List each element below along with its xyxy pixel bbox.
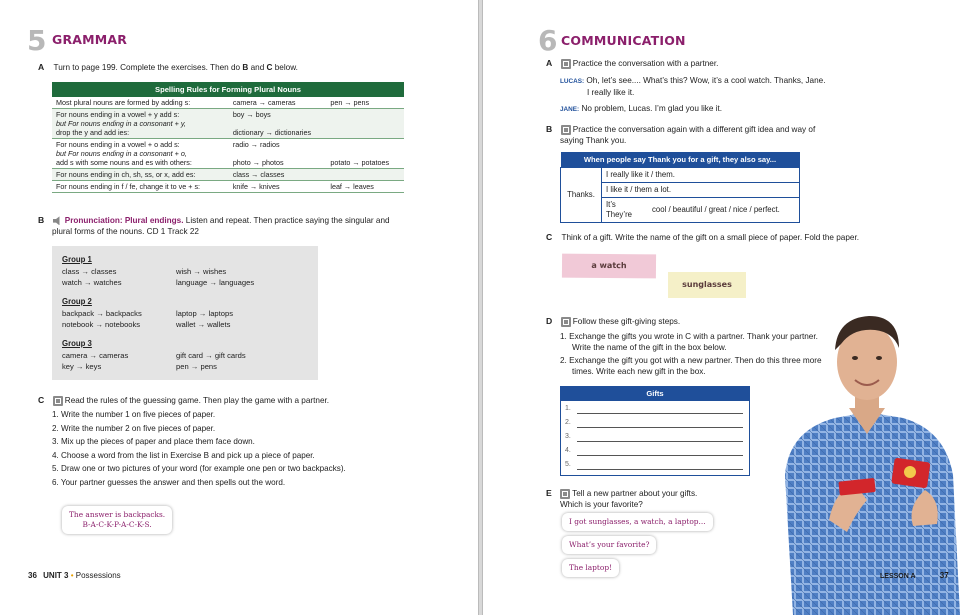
list-item: 6. Your partner guesses the answer and then spells out the word. — [52, 477, 286, 487]
gift-number: 2. — [565, 419, 571, 426]
example-cell: camera → cameras — [229, 97, 327, 109]
exercise-letter: A — [38, 62, 45, 72]
footer-bullet: • — [70, 571, 74, 580]
group-item: laptop → laptops — [176, 309, 233, 318]
page-footer — [28, 571, 121, 580]
speech-bubble — [62, 506, 172, 534]
pair-work-icon — [560, 489, 570, 499]
rule-line: add s with some nouns and es with others: — [56, 158, 192, 167]
exercise-e — [546, 488, 796, 510]
section-number: 6 — [538, 24, 558, 57]
adjective-cell: cool / beautiful / great / nice / perfect. — [648, 198, 800, 223]
table-row — [52, 169, 404, 181]
exercise-text: and — [248, 63, 267, 72]
example-line: boy → boys — [232, 110, 271, 119]
table-row — [52, 109, 404, 139]
page-number: 37 — [939, 571, 949, 580]
group-item: class → classes — [62, 267, 117, 276]
exercise-text: Listen and repeat. Then practice saying the singular and — [183, 216, 390, 225]
example-cell: leaf → leaves — [326, 181, 404, 193]
list-item: 1. Write the number 1 on five pieces of paper. — [52, 410, 216, 419]
exercise-text: Turn to page 199. Complete the exercises. Then do — [53, 63, 243, 72]
pair-work-icon — [561, 317, 571, 327]
rule-line: but For nouns ending in a consonant + y, — [56, 119, 186, 128]
exercise-b — [38, 215, 458, 237]
example-cell — [229, 109, 327, 139]
game-steps — [52, 408, 462, 489]
list-item: 1. Exchange the gifts you wrote in C with a partner. Thank your partner. — [560, 332, 818, 341]
exercise-c-right — [546, 232, 926, 243]
example-line: dictionary → dictionaries — [232, 128, 312, 137]
group-item: backpack → backpacks — [62, 309, 142, 318]
group-item: gift card → gift cards — [176, 351, 246, 360]
exercise-a-right — [546, 58, 926, 69]
example-cell: potato → potatoes — [326, 139, 404, 169]
group-item: language → languages — [176, 278, 255, 287]
section-title: GRAMMAR — [52, 32, 128, 47]
gift-line-2[interactable] — [577, 415, 743, 428]
exercise-ref: C — [266, 63, 273, 72]
pronunciation-title: Pronunciation: Plural endings. — [64, 216, 184, 225]
phrase-cell: I like it / them a lot. — [602, 183, 800, 198]
exercise-text: Read the rules of the guessing game. Then play the game with a partner. — [64, 396, 330, 405]
example-cell — [326, 169, 404, 181]
list-item: 2. Exchange the gift you got with a new partner. Then do this three more — [560, 356, 822, 365]
gift-line-3[interactable] — [577, 429, 743, 442]
thank-you-table — [560, 152, 800, 223]
example-line: photo → photos — [232, 158, 284, 167]
exercise-letter: D — [546, 316, 553, 326]
example-cell — [326, 109, 404, 139]
table-title: When people say Thank you for a gift, they also say... — [561, 152, 800, 168]
exercise-letter: B — [38, 215, 45, 225]
paper-note: sunglasses — [668, 272, 746, 298]
list-item: Write the name of the gift in the box below. — [572, 342, 727, 352]
exercise-letter: E — [546, 488, 552, 498]
subject-line: They’re — [606, 210, 632, 219]
subject-line: It’s — [606, 200, 616, 209]
bubble-line: The answer is backpacks. — [69, 510, 166, 519]
rule-cell: Most plural nouns are formed by adding s: — [52, 97, 229, 109]
phrase-cell: I really like it / them. — [602, 168, 800, 183]
unit-topic: Possessions — [75, 571, 121, 580]
exercise-text: Follow these gift-giving steps. — [572, 317, 681, 326]
speaker-label: JANE: — [560, 106, 580, 113]
exercise-letter: C — [38, 395, 45, 405]
gifts-box — [560, 386, 750, 476]
spelling-rules-table — [52, 82, 404, 193]
conversation — [560, 75, 900, 115]
exercise-text: Practice the conversation with a partner. — [572, 59, 719, 68]
gift-number: 5. — [565, 461, 571, 468]
example-line: radio → radios — [232, 140, 280, 149]
exercise-text: plural forms of the nouns. CD 1 Track 22 — [52, 227, 199, 236]
exercise-letter: C — [546, 232, 553, 242]
group-item: notebook → notebooks — [62, 320, 141, 329]
speech-bubble: The laptop! — [562, 559, 619, 577]
exercise-text: Which is your favorite? — [560, 500, 643, 509]
list-item: times. Write each new gift in the box. — [572, 366, 706, 376]
left-page — [0, 0, 479, 615]
man-with-gift-photo — [775, 300, 960, 615]
table-row — [52, 181, 404, 193]
group-title: Group 1 — [62, 255, 92, 264]
table-row — [52, 139, 404, 169]
lesson-label: LESSON A — [880, 573, 916, 580]
exercise-a — [38, 62, 458, 73]
list-item: 4. Choose a word from the list in Exercise B and pick up a piece of paper. — [52, 450, 315, 460]
example-cell: pen → pens — [326, 97, 404, 109]
rule-line: For nouns ending in a vowel + y add s: — [56, 110, 180, 119]
bubble-line: B-A-C-K-P-A-C-K-S. — [82, 520, 152, 529]
list-item: 5. Draw one or two pictures of your word (for example one pen or two backpacks). — [52, 464, 346, 473]
table-row — [52, 97, 404, 109]
rule-cell: For nouns ending in f / fe, change it to ve + s: — [52, 181, 229, 193]
section-number: 5 — [27, 24, 47, 57]
group-item: watch → watches — [62, 278, 122, 287]
gift-line-5[interactable] — [577, 457, 743, 470]
dialogue-line: I really like it. — [587, 88, 635, 97]
section-title: COMMUNICATION — [561, 33, 686, 48]
gift-number: 3. — [565, 433, 571, 440]
speech-bubble: I got sunglasses, a watch, a laptop... — [562, 513, 713, 531]
rule-cell — [52, 139, 229, 169]
gift-number: 4. — [565, 447, 571, 454]
group-title: Group 3 — [62, 339, 92, 348]
exercise-b-right — [546, 124, 846, 146]
exercise-ref: B — [242, 63, 249, 72]
example-cell — [229, 139, 327, 169]
group-title: Group 2 — [62, 297, 92, 306]
speaker-label: LUCAS: — [560, 78, 585, 85]
speech-bubble: What’s your favorite? — [562, 536, 656, 554]
group-item: pen → pens — [176, 362, 217, 371]
exercise-text: below. — [272, 63, 298, 72]
rule-cell: For nouns ending in ch, sh, ss, or x, add es: — [52, 169, 229, 181]
subject-cell — [602, 198, 649, 223]
dialogue-line: Oh, let’s see.... What’s this? Wow, it’s a cool watch. Thanks, Jane. — [586, 76, 826, 85]
page-footer — [880, 571, 949, 580]
exercise-text: Think of a gift. Write the name of the gift on a small piece of paper. Fold the paper. — [561, 233, 859, 242]
rule-line: but For nouns ending in a consonant + o, — [56, 149, 187, 158]
table-title: Spelling Rules for Forming Plural Nouns — [52, 82, 404, 97]
rule-line: drop the y and add ies: — [56, 128, 130, 137]
group-item: wallet → wallets — [176, 320, 231, 329]
exercise-text: saying Thank you. — [560, 136, 627, 145]
page-number: 36 — [28, 571, 37, 580]
exercise-c — [38, 395, 458, 406]
example-cell: knife → knives — [229, 181, 327, 193]
group-item: key → keys — [62, 362, 102, 371]
pair-work-icon — [561, 125, 571, 135]
gift-line-1[interactable] — [577, 401, 743, 414]
group-item: wish → wishes — [176, 267, 227, 276]
exercise-text: Tell a new partner about your gifts. — [572, 489, 698, 498]
plural-groups-box — [52, 246, 318, 380]
rule-line: For nouns ending in a vowel + o add s: — [56, 140, 180, 149]
exercise-letter: A — [546, 58, 553, 68]
exercise-letter: B — [546, 124, 553, 134]
paper-note: a watch — [562, 254, 656, 279]
list-item: 2. Write the number 2 on five pieces of paper. — [52, 423, 216, 433]
list-item: 3. Mix up the pieces of paper and place them face down. — [52, 437, 255, 446]
rule-cell — [52, 109, 229, 139]
pair-work-icon — [53, 396, 63, 406]
gift-number: 1. — [565, 405, 571, 412]
pair-work-icon — [561, 59, 571, 69]
gift-line-4[interactable] — [577, 443, 743, 456]
dialogue-line: No problem, Lucas. I’m glad you like it. — [581, 104, 723, 113]
example-cell: class → classes — [229, 169, 327, 181]
thanks-cell: Thanks. — [561, 168, 602, 223]
unit-label: UNIT 3 — [43, 571, 69, 580]
gifts-title: Gifts — [561, 387, 749, 401]
audio-speaker-icon[interactable] — [53, 216, 63, 225]
group-item: camera → cameras — [62, 351, 129, 360]
exercise-text: Practice the conversation again with a different gift idea and way of — [572, 125, 816, 134]
